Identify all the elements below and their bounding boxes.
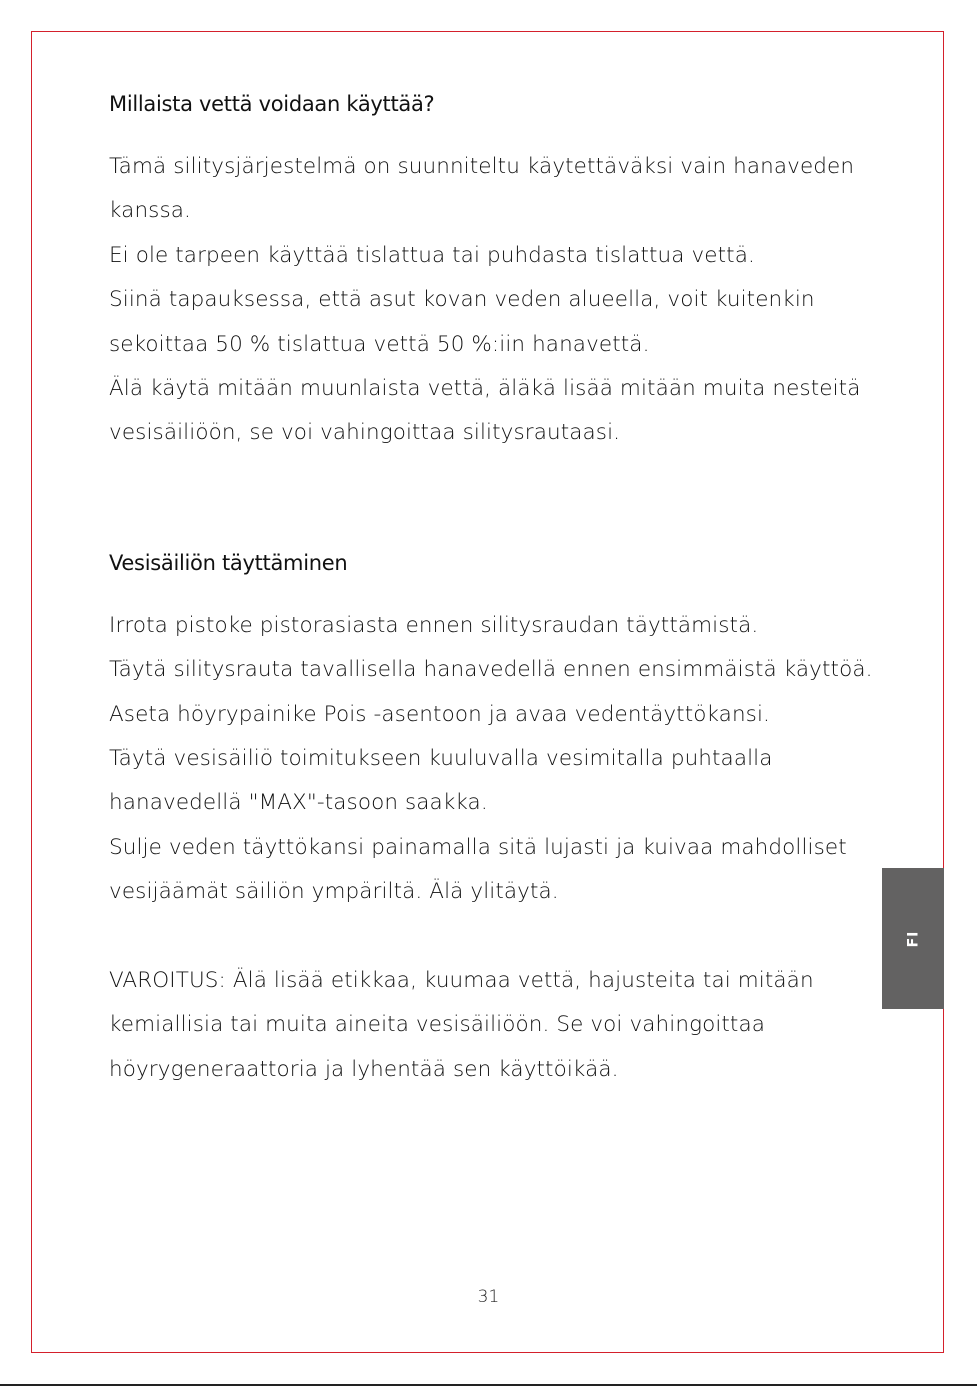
body-line: Tämä silitysjärjestelmä on suunniteltu käytettäväksi vain hanaveden <box>109 154 855 179</box>
warning-line: VAROITUS: Älä lisää etikkaa, kuumaa vettä, hajusteita tai mitään <box>109 967 814 993</box>
body-line: hanavedellä "MAX"-tasoon saakka. <box>109 790 488 816</box>
body-line: vesijäämät säiliön ympäriltä. Älä ylitäytä. <box>109 879 559 905</box>
body-line: Sulje veden täyttökansi painamalla sitä lujasti ja kuivaa mahdolliset <box>109 834 847 860</box>
body-line: vesisäiliöön, se voi vahingoittaa silitysrautaasi. <box>109 420 621 446</box>
bottom-rule <box>0 1384 977 1386</box>
warning-block <box>109 959 879 1092</box>
body-line: Täytä vesisäiliö toimitukseen kuuluvalla vesimitalla puhtaalla <box>109 746 773 772</box>
language-tab <box>882 868 944 1009</box>
body-line: Irrota pistoke pistorasiasta ennen silitysraudan täyttämistä. <box>109 612 759 638</box>
body-line: Älä käytä mitään muunlaista vettä, äläkä lisää mitään muita nesteitä <box>109 376 861 402</box>
section-heading-water-types: Millaista vettä voidaan käyttää? <box>109 92 435 116</box>
section-heading-filling-tank: Vesisäiliön täyttäminen <box>109 550 348 575</box>
language-tab-label: FI <box>905 930 921 947</box>
body-line: sekoittaa 50 % tislattua vettä 50 %:iin hanavettä. <box>109 331 650 357</box>
page-content <box>109 86 879 1092</box>
section-body-water-types <box>109 145 879 456</box>
warning-line: kemiallisia tai muita aineita vesisäiliöön. Se voi vahingoittaa <box>109 1012 766 1038</box>
section-body-filling-tank <box>109 604 879 915</box>
page-number: 31 <box>477 1287 500 1307</box>
body-line: Ei ole tarpeen käyttää tislattua tai puhdasta tislattua vettä. <box>109 242 755 268</box>
body-line: Siinä tapauksessa, että asut kovan veden alueella, voit kuitenkin <box>109 287 815 313</box>
warning-line: höyrygeneraattoria ja lyhentää sen käyttöikää. <box>109 1056 619 1082</box>
body-line: kanssa. <box>109 198 191 224</box>
body-line: Täytä silitysrauta tavallisella hanavedellä ennen ensimmäistä käyttöä. <box>109 657 873 683</box>
body-line: Aseta höyrypainike Pois -asentoon ja avaa vedentäyttökansi. <box>109 701 770 727</box>
